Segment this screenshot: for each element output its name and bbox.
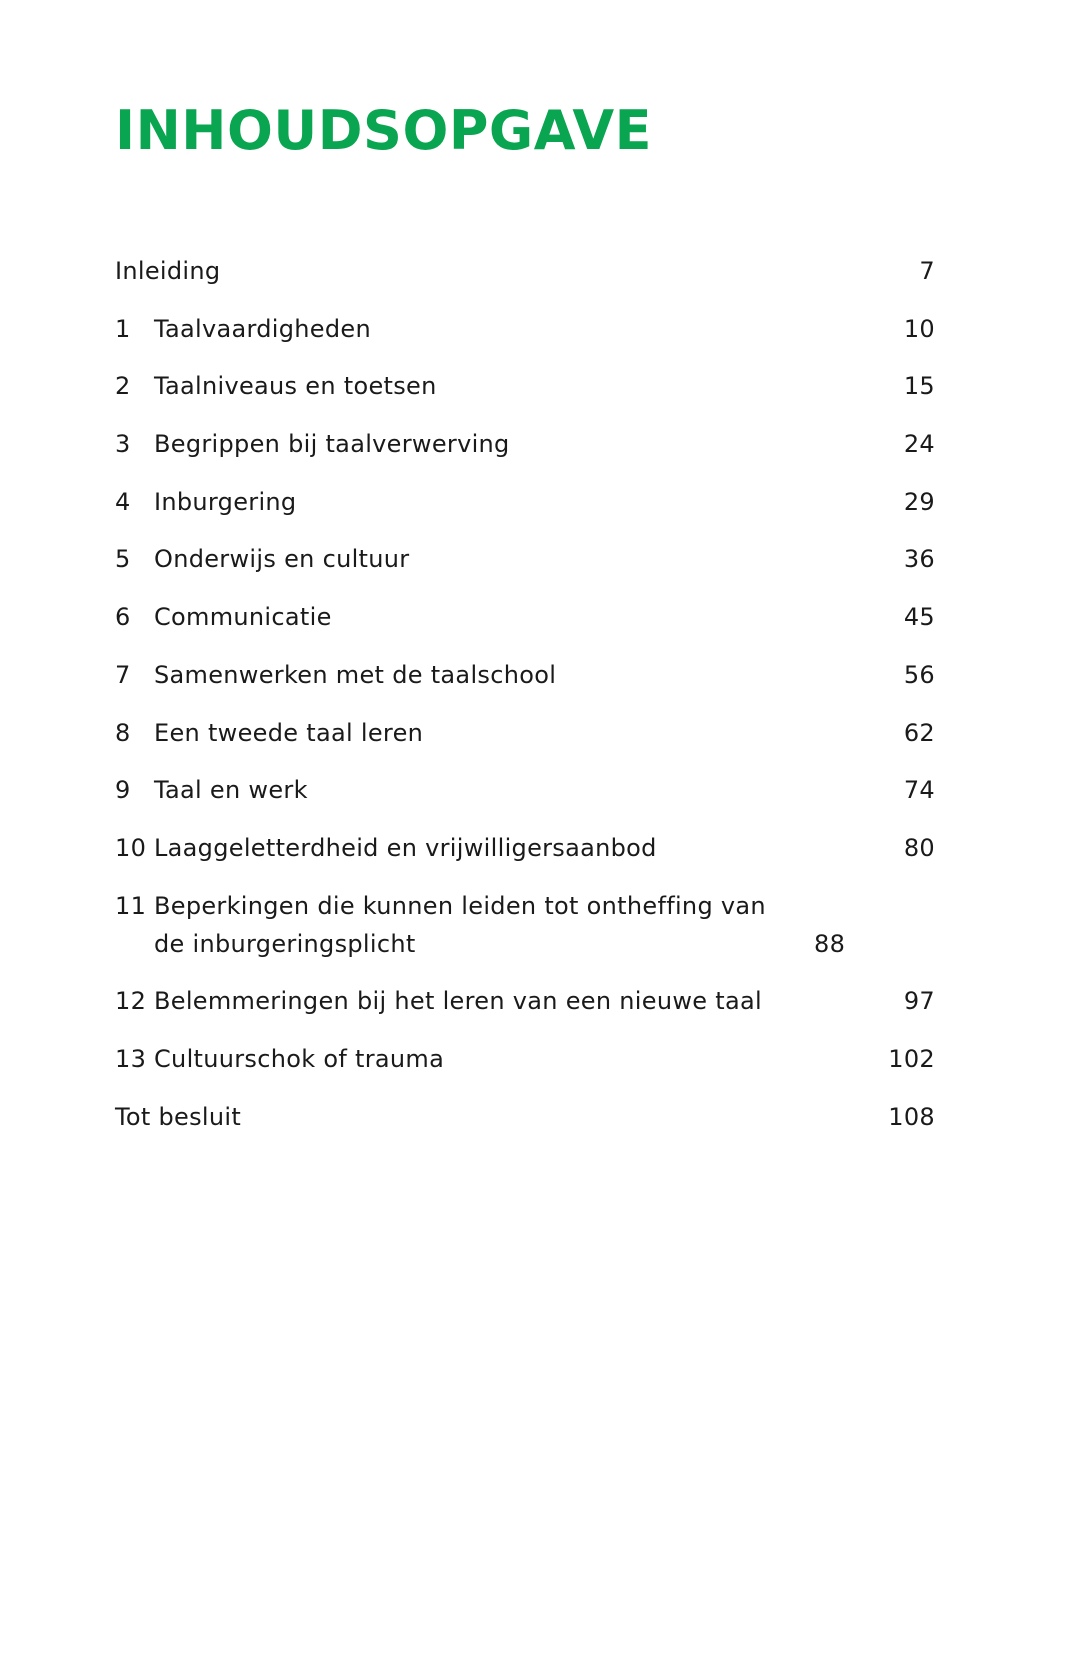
toc-entry-12[interactable]	[115, 982, 935, 1020]
toc-entry-page: 56	[903, 660, 935, 689]
toc-entry-number: 9	[115, 776, 131, 805]
toc-entry-page: 97	[903, 987, 935, 1016]
toc-entry-number: 13	[115, 1044, 147, 1073]
toc-entry-number: 5	[115, 545, 131, 574]
toc-entry-4[interactable]	[115, 483, 935, 521]
toc-entry-title: Onderwijs en cultuur	[154, 545, 410, 574]
toc-entry-title: Inleiding	[115, 257, 221, 285]
toc-entry-5[interactable]	[115, 540, 935, 578]
toc-entry-page: 24	[903, 430, 935, 459]
toc-entry-13[interactable]	[115, 1040, 935, 1078]
toc-entry-page: 102	[888, 1044, 935, 1073]
toc-entry-title: Laaggeletterdheid en vrijwilligersaanbod	[154, 833, 657, 862]
table-of-contents	[115, 252, 935, 1155]
toc-entry-title: Tot besluit	[115, 1102, 242, 1131]
toc-entry-number: 3	[115, 430, 131, 459]
toc-entry-1[interactable]	[115, 310, 935, 348]
toc-entry-page: 29	[903, 487, 935, 516]
toc-entry-page: 15	[903, 372, 935, 401]
toc-entry-page: 88	[814, 929, 846, 958]
toc-entry-title: Taal en werk	[154, 776, 308, 805]
toc-entry-7[interactable]	[115, 656, 935, 694]
toc-entry-title: Cultuurschok of trauma	[154, 1044, 445, 1073]
toc-entry-number: 12	[115, 987, 147, 1016]
toc-entry-number: 10	[115, 833, 147, 862]
toc-entry-page: 80	[903, 833, 935, 862]
toc-entry-inleiding[interactable]	[115, 252, 935, 290]
toc-entry-title: Inburgering	[154, 487, 297, 516]
toc-entry-tot-besluit[interactable]	[115, 1098, 935, 1136]
toc-entry-title: Taalvaardigheden	[154, 314, 371, 343]
toc-entry-number: 1	[115, 314, 131, 343]
toc-entry-page: 74	[903, 776, 935, 805]
toc-entry-page: 36	[903, 545, 935, 574]
toc-entry-page: 108	[888, 1102, 935, 1131]
toc-entry-2[interactable]	[115, 367, 935, 405]
toc-entry-page: 45	[903, 603, 935, 632]
toc-entry-title: Een tweede taal leren	[154, 718, 424, 747]
toc-entry-page: 10	[903, 314, 935, 343]
toc-entry-3[interactable]	[115, 425, 935, 463]
toc-entry-number: 7	[115, 660, 131, 689]
toc-entry-page: 62	[903, 718, 935, 747]
toc-entry-title: Beperkingen die kunnen leiden tot ontheffing van de inburgeringsplicht	[154, 891, 766, 958]
toc-entry-10[interactable]	[115, 829, 935, 867]
toc-entry-title: Communicatie	[154, 603, 332, 632]
toc-entry-number: 11	[115, 891, 147, 920]
toc-entry-6[interactable]	[115, 598, 935, 636]
toc-entry-number: 4	[115, 487, 131, 516]
toc-entry-title: Begrippen bij taalverwerving	[154, 430, 510, 459]
toc-entry-number: 2	[115, 372, 131, 401]
page-title: INHOUDSOPGAVE	[115, 99, 653, 162]
toc-entry-title: Samenwerken met de taalschool	[154, 660, 557, 689]
toc-entry-title: Taalniveaus en toetsen	[154, 372, 437, 401]
toc-entry-11[interactable]	[115, 887, 935, 963]
toc-entry-number: 6	[115, 603, 131, 632]
toc-entry-number: 8	[115, 718, 131, 747]
toc-entry-8[interactable]	[115, 714, 935, 752]
toc-entry-title: Belemmeringen bij het leren van een nieuwe taal	[154, 987, 762, 1016]
toc-entry-9[interactable]	[115, 771, 935, 809]
toc-entry-page: 7	[919, 257, 935, 285]
